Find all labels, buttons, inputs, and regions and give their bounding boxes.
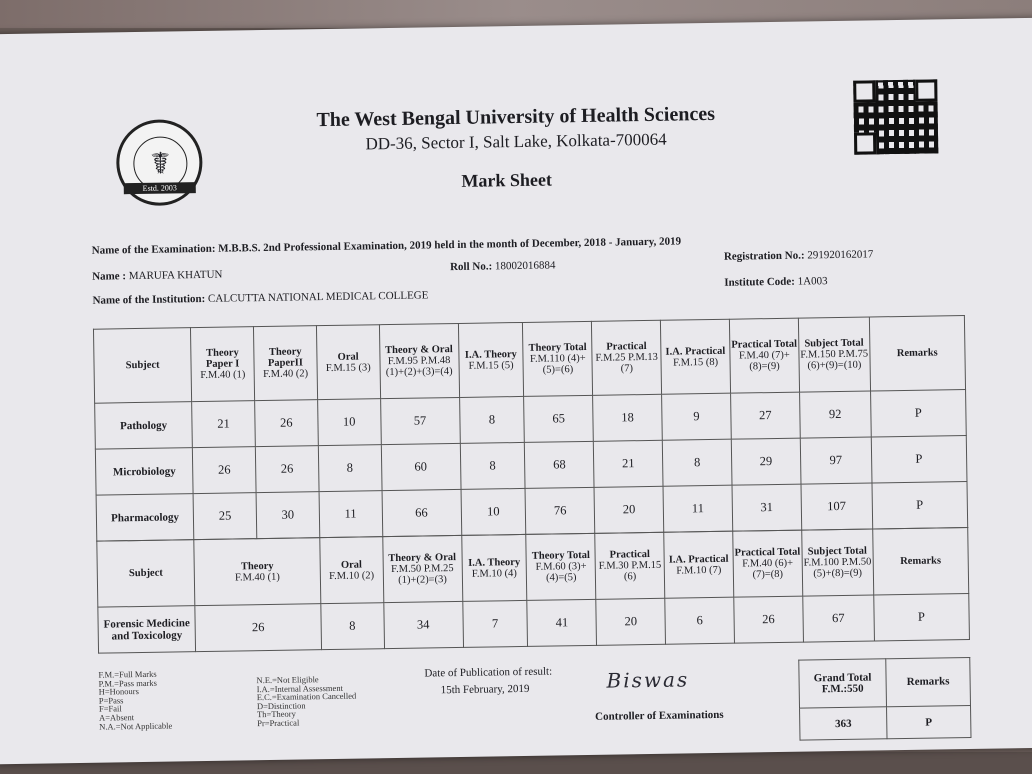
legend-abbrev-mid (256, 675, 356, 728)
legend-item: H=Honours (98, 686, 139, 697)
subject-cell: Pathology (95, 402, 193, 450)
header-sub: F.M.10 (4) (471, 567, 517, 580)
header-cell (664, 531, 734, 598)
header-cell (320, 537, 384, 604)
header-cell (595, 532, 665, 599)
header-title: Theory & Oral (388, 552, 457, 565)
university-name: The West Bengal University of Health Sciences (316, 102, 716, 132)
institution-line (92, 289, 428, 306)
header-title: Remarks (896, 347, 938, 360)
caduceus-icon: ☤ (133, 136, 188, 191)
header-cell (869, 316, 965, 391)
grand-total-header-row (799, 657, 971, 708)
mark-cell: 60 (381, 443, 461, 490)
logo-estd: Estd. 2003 (124, 182, 196, 194)
legend-item: N.A.=Not Applicable (99, 720, 173, 732)
header-title: Theory & Oral (384, 344, 453, 357)
mark-cell: P (873, 593, 969, 640)
mark-cell: 26 (195, 604, 321, 652)
header-title: Remarks (900, 555, 942, 568)
mark-cell: 6 (665, 597, 735, 644)
mark-cell: 8 (662, 439, 732, 486)
mark-cell: 31 (732, 484, 802, 531)
mark-cell: 10 (317, 399, 380, 446)
header-title: Subject (125, 359, 160, 372)
mark-cell: 76 (525, 487, 595, 534)
header-sub: F.M.15 (3) (325, 361, 371, 374)
grand-total-value: 363 (800, 707, 887, 740)
legend-item: P=Pass (98, 695, 124, 706)
header-title: I.A. Practical (665, 345, 726, 358)
legend-item: P.M.=Pass marks (98, 677, 158, 689)
header-sub: F.M.15 (8) (673, 356, 719, 369)
header-sub: F.M.150 P.M.75 (6)+(9)=(10) (800, 348, 869, 372)
header-sub: F.M.110 (4)+(5)=(6) (529, 352, 586, 376)
header-sub: F.M.15 (5) (468, 359, 514, 372)
header-cell (798, 317, 870, 392)
header-title: I.A. Practical (668, 553, 729, 566)
header-cell (802, 529, 874, 596)
inst-label: Name of the Institution: (92, 292, 206, 307)
header-title: Theory PaperII (267, 346, 304, 369)
name-label: Name : (92, 270, 127, 283)
mark-cell: 29 (731, 438, 801, 485)
mark-cell: 21 (594, 440, 664, 487)
marks-table-main (93, 315, 968, 542)
mark-cell: 41 (527, 599, 597, 646)
mark-cell: 30 (256, 492, 319, 539)
qr-code-icon (853, 79, 938, 154)
header-cell (526, 533, 596, 600)
reg-label: Registration No.: (723, 249, 805, 263)
legend-item: N.E.=Not Eligible (256, 674, 319, 686)
grand-remarks-header (886, 657, 971, 706)
grand-total-table (798, 657, 971, 741)
mark-cell: 57 (380, 397, 460, 444)
publication-date: 15th February, 2019 (440, 682, 530, 697)
legend-item: A=Absent (98, 712, 135, 723)
header-title: Subject (128, 567, 163, 580)
legend-item: D=Distinction (256, 700, 306, 711)
grand-total-header (799, 659, 887, 708)
header-title: Practical Total (734, 546, 801, 559)
mark-cell: 68 (525, 441, 595, 488)
header-cell (379, 323, 459, 398)
header-sub: F.M.100 P.M.50 (5)+(8)=(9) (803, 556, 872, 580)
grand-total-label: Grand Total (813, 671, 872, 684)
header-cell (461, 534, 527, 601)
header-sub: F.M.25 P.M.13 (7) (595, 351, 658, 375)
header-title: Oral (337, 351, 359, 363)
mark-cell: 10 (461, 488, 527, 535)
header-cell (733, 530, 803, 597)
header-cell (382, 535, 462, 602)
header-sub: F.M.40 (6)+(7)=(8) (742, 557, 794, 581)
mark-cell: 11 (319, 491, 382, 538)
grand-total-fm: F.M.:550 (821, 682, 864, 695)
mark-sheet-paper (0, 18, 1032, 765)
header-sub: F.M.30 P.M.15 (6) (598, 559, 662, 583)
mark-cell: 97 (800, 437, 872, 484)
header-sub: F.M.40 (2) (263, 368, 309, 381)
header-cell (592, 320, 662, 395)
header-cell (194, 538, 321, 606)
exam-line (92, 235, 682, 256)
legend-item: F.M.=Full Marks (98, 668, 157, 680)
mark-cell: 8 (321, 603, 384, 650)
mark-cell: 20 (594, 486, 664, 533)
mark-cell: 8 (460, 442, 526, 489)
header-title: Theory Total (531, 549, 591, 562)
university-logo (116, 119, 203, 206)
marks-table-forensic (96, 527, 970, 654)
mark-cell: P (872, 481, 968, 528)
institute-code-line (724, 275, 827, 289)
legend-item: E.C.=Examination Cancelled (256, 690, 357, 703)
mark-cell: 8 (318, 445, 381, 492)
institution-name: CALCUTTA NATIONAL MEDICAL COLLEGE (207, 289, 429, 305)
mark-cell: 18 (593, 394, 663, 441)
header-title: Oral (340, 559, 362, 571)
legend-item: Pr=Practical (257, 717, 300, 729)
mark-cell: 11 (663, 485, 733, 532)
header-title: Subject Total (807, 545, 868, 558)
institute-code: 1A003 (797, 275, 828, 288)
subject-cell: Microbiology (95, 448, 193, 496)
legend-abbrev-left (98, 670, 172, 731)
student-name: MARUFA KHATUN (128, 268, 223, 283)
header-sub: F.M.50 P.M.25 (1)+(2)=(3) (391, 563, 454, 586)
subject-cell: Pharmacology (96, 494, 194, 542)
mark-cell: 27 (730, 392, 800, 439)
mark-cell: 25 (193, 493, 256, 540)
publication-block (424, 664, 552, 700)
mark-cell: P (871, 435, 967, 482)
grand-result-value: P (887, 705, 971, 738)
header-sub: F.M.60 (3)+(4)=(5) (535, 560, 587, 584)
header-cell (253, 326, 317, 401)
header-title: Theory (240, 560, 274, 572)
mark-cell: 26 (734, 596, 804, 643)
university-address: DD-36, Sector I, Salt Lake, Kolkata-700064 (365, 129, 667, 154)
registration-line (724, 248, 874, 262)
header-cell (93, 328, 191, 404)
roll-number: 18002016884 (494, 259, 556, 273)
mark-cell: 7 (462, 600, 528, 647)
mark-cell: 8 (459, 396, 525, 443)
header-title: I.A. Theory (468, 556, 521, 569)
mark-cell: 65 (524, 395, 594, 442)
roll-line (450, 259, 556, 273)
header-title: Theory Total (528, 341, 587, 354)
header-cell (660, 319, 730, 394)
reg-number: 291920162017 (807, 248, 874, 262)
subject-cell: Forensic Medicine and Toxicology (98, 606, 196, 654)
header-title: I.A. Theory (464, 348, 517, 361)
header-cell (458, 322, 524, 397)
mark-cell: 34 (383, 601, 463, 648)
mark-cell: 9 (662, 393, 732, 440)
header-sub: F.M.10 (2) (328, 569, 375, 582)
header-sub: F.M.10 (7) (676, 564, 722, 577)
doc-title: Mark Sheet (461, 169, 553, 191)
header-cell (729, 318, 799, 393)
mark-cell: 26 (255, 400, 318, 447)
mark-cell: 67 (803, 595, 875, 642)
code-label: Institute Code: (724, 275, 796, 289)
grand-total-row (800, 705, 971, 740)
legend-item: I.A.=Internal Assessment (256, 682, 343, 694)
mark-cell: 26 (255, 446, 318, 493)
header-sub: F.M.40 (1) (200, 369, 246, 382)
header-title: Theory Paper I (205, 347, 240, 370)
header-sub: F.M.40 (7)+(8)=(9) (738, 349, 790, 373)
mark-cell: 20 (596, 598, 666, 645)
mark-cell: 26 (193, 447, 256, 494)
student-name-line (92, 269, 222, 283)
controller-signature: Biswas (606, 667, 690, 693)
legend-item: Th=Theory (256, 708, 296, 720)
header-title: Practical Total (731, 338, 798, 351)
mark-cell: P (870, 390, 966, 437)
exam-value: M.B.B.S. 2nd Professional Examination, 2019 held in the month of December, 2018 - January, 2019 (218, 235, 682, 255)
controller-title: Controller of Examinations (595, 708, 724, 723)
header-cell (523, 321, 593, 396)
legend-item: F=Fail (98, 703, 122, 715)
header-title: Practical (606, 341, 647, 353)
header-title: Subject Total (804, 337, 864, 350)
header-cell (872, 527, 968, 594)
header-cell (316, 325, 380, 400)
roll-label: Roll No.: (449, 260, 493, 274)
header-row (93, 316, 965, 404)
header-sub: F.M.95 P.M.48 (1)+(2)+(3)=(4) (385, 355, 453, 379)
exam-label: Name of the Examination: (91, 242, 216, 257)
mark-cell: 92 (799, 391, 871, 438)
publication-label: Date of Publication of result: (424, 665, 553, 680)
header-cell (191, 327, 255, 402)
header-title: Practical (609, 548, 650, 561)
header-cell (97, 540, 195, 608)
mark-cell: 107 (801, 483, 873, 530)
mark-cell: 66 (382, 489, 462, 536)
grand-remarks-label: Remarks (906, 675, 950, 688)
mark-cell: 21 (192, 401, 255, 448)
header-sub: F.M.40 (1) (234, 571, 280, 584)
